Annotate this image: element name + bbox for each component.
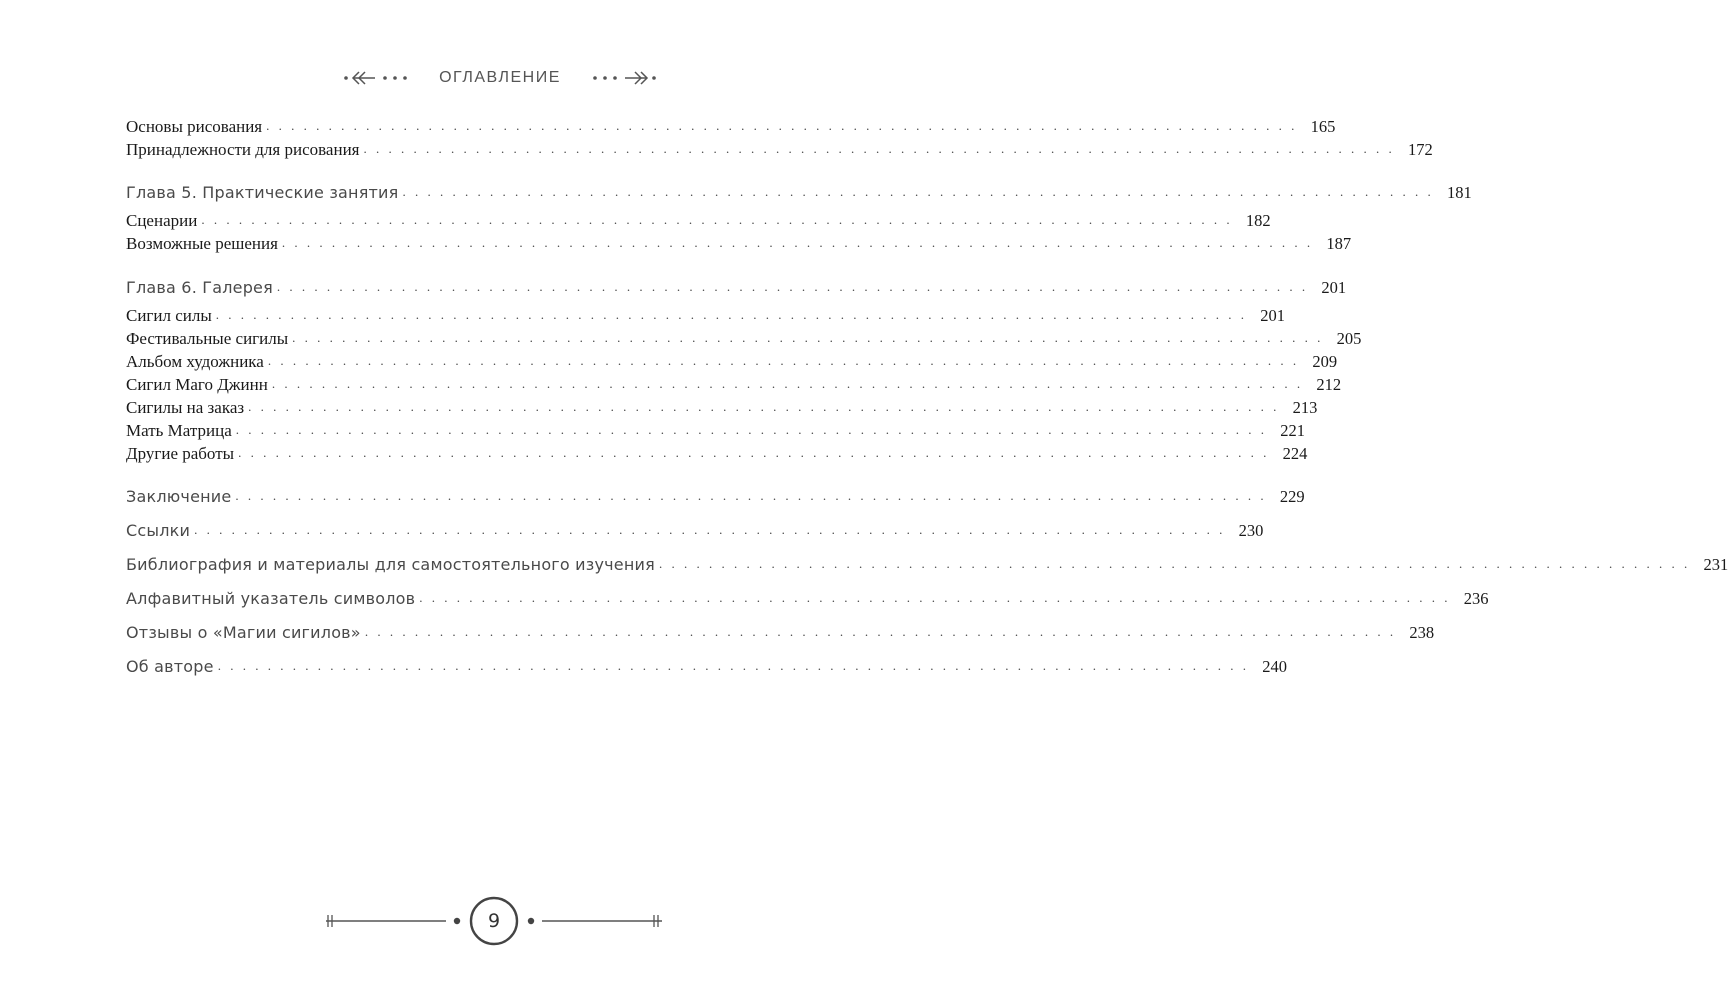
toc-entry-label: Другие работы [126, 444, 235, 463]
toc-entry-label: Ссылки [126, 521, 191, 540]
page-title: ОГЛАВЛЕНИЕ [439, 69, 561, 86]
toc-entry-page: 229 [1279, 487, 1305, 506]
toc-chapter-entry[interactable] [126, 487, 1305, 507]
dot-leader: . . . . . . . . . . . . . . . . . . . . . . . . . . . . . . . . . . . . . . . . . . . . . . . . . . . . . . . . . . . . . . . . . . . . . . . . . . . . . . . . . . . [402, 184, 1434, 199]
toc-entry-label: Отзывы о «Магии сигилов» [126, 623, 361, 642]
toc-entry-page: 230 [1238, 521, 1264, 540]
toc-entry[interactable] [126, 140, 1433, 160]
toc-entry-page: 181 [1446, 183, 1472, 202]
dot-leader: . . . . . . . . . . . . . . . . . . . . . . . . . . . . . . . . . . . . . . . . . . . . . . . . . . . . . . . . . . . . . . . . . . . . . . . . . . . . . . . . . . . [363, 141, 1395, 156]
toc-chapter-entry[interactable] [126, 521, 1264, 541]
toc-entry-label: Основы рисования [126, 117, 263, 136]
toc-chapter-entry[interactable] [126, 623, 1435, 643]
toc-entry-page: 165 [1310, 117, 1336, 136]
dot-leader: . . . . . . . . . . . . . . . . . . . . . . . . . . . . . . . . . . . . . . . . . . . . . . . . . . . . . . . . . . . . . . . . . . . . . . . . . . . . . . . . . . . [292, 330, 1324, 345]
toc-entry-page: 209 [1312, 352, 1338, 371]
arrow-left-ornament-icon [343, 68, 409, 88]
toc-entry-page: 231 [1703, 555, 1728, 574]
toc-entry-label: Алфавитный указатель символов [126, 589, 416, 608]
toc-entry-label: Об авторе [126, 657, 214, 676]
toc-chapter-entry[interactable] [126, 589, 1489, 609]
toc-entry-label: Глава 5. Практические занятия [126, 183, 399, 202]
toc-chapter-entry[interactable] [126, 555, 1728, 575]
toc-entry-page: 201 [1321, 278, 1347, 297]
toc-entry-label: Сценарии [126, 211, 198, 230]
toc-entry-page: 201 [1260, 306, 1286, 325]
toc-chapter-entry[interactable] [126, 183, 1472, 203]
dot-leader: . . . . . . . . . . . . . . . . . . . . . . . . . . . . . . . . . . . . . . . . . . . . . . . . . . . . . . . . . . . . . . . . . . . . . . . . . . . . . . . . . . . [281, 235, 1314, 250]
dot-leader: . . . . . . . . . . . . . . . . . . . . . . . . . . . . . . . . . . . . . . . . . . . . . . . . . . . . . . . . . . . . . . . . . . . . . . . . . . . . . . . . . . . [266, 118, 1298, 133]
dot-leader: . . . . . . . . . . . . . . . . . . . . . . . . . . . . . . . . . . . . . . . . . . . . . . . . . . . . . . . . . . . . . . . . . . . . . . . . . . . . . . . . . . . [419, 590, 1451, 605]
arrow-right-ornament-icon [591, 68, 657, 88]
toc-entry-page: 236 [1463, 589, 1489, 608]
dot-leader: . . . . . . . . . . . . . . . . . . . . . . . . . . . . . . . . . . . . . . . . . . . . . . . . . . . . . . . . . . . . . . . . . . . . . . . . . . . . . . . . . . . [215, 307, 1248, 322]
toc-entry-label: Глава 6. Галерея [126, 278, 273, 297]
toc-entry-page: 221 [1280, 421, 1306, 440]
page-number: 9 [487, 910, 501, 932]
toc-entry-page: 240 [1262, 657, 1287, 676]
toc-entry-label: Сигил Маго Джинн [126, 375, 268, 394]
toc-entry[interactable] [126, 352, 1338, 372]
toc-entry-label: Альбом художника [126, 352, 264, 371]
toc-entry-page: 187 [1326, 234, 1352, 253]
page-footer [0, 893, 1000, 949]
toc-entry[interactable] [126, 329, 1362, 349]
dot-leader: . . . . . . . . . . . . . . . . . . . . . . . . . . . . . . . . . . . . . . . . . . . . . . . . . . . . . . . . . . . . . . . . . . . . . . . . . . . . . . . . . . . [235, 488, 1267, 503]
toc-header [0, 64, 1000, 92]
toc-entry-page: 224 [1282, 444, 1308, 463]
dot-leader: . . . . . . . . . . . . . . . . . . . . . . . . . . . . . . . . . . . . . . . . . . . . . . . . . . . . . . . . . . . . . . . . . . . . . . . . . . . . . . . . . . . [238, 445, 1270, 460]
toc-entry[interactable] [126, 117, 1336, 137]
toc-entry[interactable] [126, 306, 1286, 326]
dot-leader: . . . . . . . . . . . . . . . . . . . . . . . . . . . . . . . . . . . . . . . . . . . . . . . . . . . . . . . . . . . . . . . . . . . . . . . . . . . . . . . . . . . [271, 376, 1304, 391]
toc-entry-label: Фестивальные сигилы [126, 329, 289, 348]
toc-entry[interactable] [126, 234, 1352, 254]
toc-entry-label: Сигил силы [126, 306, 212, 325]
dot-leader: . . . . . . . . . . . . . . . . . . . . . . . . . . . . . . . . . . . . . . . . . . . . . . . . . . . . . . . . . . . . . . . . . . . . . . . . . . . . . . . . . . . [194, 522, 1226, 537]
toc-entry-page: 213 [1292, 398, 1318, 417]
toc-entry[interactable] [126, 375, 1342, 395]
toc-entry[interactable] [126, 444, 1308, 464]
toc-entry-page: 238 [1409, 623, 1435, 642]
toc-entry-page: 172 [1408, 140, 1433, 159]
dot-leader: . . . . . . . . . . . . . . . . . . . . . . . . . . . . . . . . . . . . . . . . . . . . . . . . . . . . . . . . . . . . . . . . . . . . . . . . . . . . . . . . . . . [235, 422, 1268, 437]
toc-entry[interactable] [126, 211, 1271, 231]
toc-entry-label: Принадлежности для рисования [126, 140, 360, 159]
toc-entry[interactable] [126, 398, 1318, 418]
dot-leader: . . . . . . . . . . . . . . . . . . . . . . . . . . . . . . . . . . . . . . . . . . . . . . . . . . . . . . . . . . . . . . . . . . . . . . . . . . . . . . . . . . . [276, 279, 1309, 294]
toc-entry-label: Заключение [126, 487, 232, 506]
toc-entry-page: 182 [1245, 211, 1271, 230]
dot-leader: . . . . . . . . . . . . . . . . . . . . . . . . . . . . . . . . . . . . . . . . . . . . . . . . . . . . . . . . . . . . . . . . . . . . . . . . . . . . . . . . . . . [248, 399, 1280, 414]
toc-entry-page: 205 [1336, 329, 1362, 348]
toc-entry-label: Библиография и материалы для самостоятельного изучения [126, 555, 655, 574]
toc-entry[interactable] [126, 421, 1306, 441]
dot-leader: . . . . . . . . . . . . . . . . . . . . . . . . . . . . . . . . . . . . . . . . . . . . . . . . . . . . . . . . . . . . . . . . . . . . . . . . . . . . . . . . . . . [658, 556, 1691, 571]
dot-leader: . . . . . . . . . . . . . . . . . . . . . . . . . . . . . . . . . . . . . . . . . . . . . . . . . . . . . . . . . . . . . . . . . . . . . . . . . . . . . . . . . . . [217, 658, 1249, 673]
toc-chapter-entry[interactable] [126, 657, 1287, 677]
dot-leader: . . . . . . . . . . . . . . . . . . . . . . . . . . . . . . . . . . . . . . . . . . . . . . . . . . . . . . . . . . . . . . . . . . . . . . . . . . . . . . . . . . . [201, 212, 1233, 227]
toc-entry-page: 212 [1316, 375, 1342, 394]
toc-entry-label: Мать Матрица [126, 421, 232, 440]
dot-leader: . . . . . . . . . . . . . . . . . . . . . . . . . . . . . . . . . . . . . . . . . . . . . . . . . . . . . . . . . . . . . . . . . . . . . . . . . . . . . . . . . . . [267, 353, 1300, 368]
dot-leader: . . . . . . . . . . . . . . . . . . . . . . . . . . . . . . . . . . . . . . . . . . . . . . . . . . . . . . . . . . . . . . . . . . . . . . . . . . . . . . . . . . . [364, 624, 1397, 639]
toc-entry-label: Сигилы на заказ [126, 398, 245, 417]
toc-chapter-entry[interactable] [126, 278, 1347, 298]
toc-entry-label: Возможные решения [126, 234, 278, 253]
